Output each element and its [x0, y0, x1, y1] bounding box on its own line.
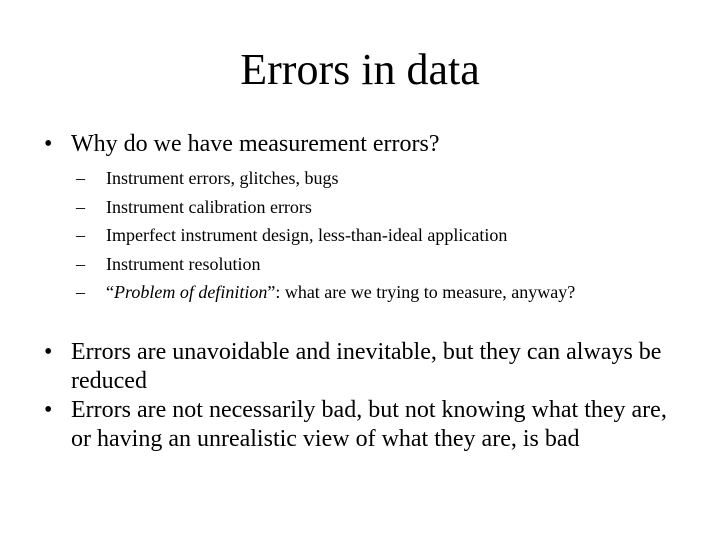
bullet-errors-unavoidable [44, 338, 684, 396]
sub-item-text: ”: what are we trying to measure, anyway? [267, 282, 576, 302]
sub-item-text: Imperfect instrument design, less-than-ideal application [106, 225, 508, 245]
sub-item-problem-of-definition [76, 278, 696, 307]
slide-title: Errors in data [240, 45, 480, 94]
bullet-text: Errors are not necessarily bad, but not knowing what they are, or having an unrealistic view of what they are, is bad [71, 397, 667, 452]
sub-marker: – [76, 225, 85, 245]
sub-item-calibration-errors [76, 193, 696, 222]
sub-item-resolution [76, 250, 696, 279]
bullet-text: Errors are unavoidable and inevitable, but they can always be reduced [71, 339, 662, 394]
sub-item-text: Instrument resolution [106, 253, 261, 274]
sub-marker: – [76, 282, 85, 302]
sub-item-text: Instrument calibration errors [106, 196, 312, 217]
sub-marker: – [76, 196, 85, 217]
bullet-item [44, 338, 684, 396]
sub-item-imperfect-design [76, 221, 696, 250]
emphasized-phrase: Problem of definition [114, 282, 268, 302]
bullet-marker: • [44, 131, 53, 157]
open-quote: “ [106, 282, 114, 302]
bullet-marker: • [44, 397, 53, 423]
sub-marker: – [76, 168, 85, 188]
bullet-item [44, 396, 684, 454]
sub-item-instrument-errors [76, 164, 696, 193]
bullet-item [44, 130, 684, 159]
sub-item-text: Instrument errors, glitches, bugs [106, 168, 339, 188]
sub-list-error-causes [76, 164, 696, 307]
bullet-errors-not-bad [44, 396, 684, 454]
bullet-marker: • [44, 339, 53, 365]
bullet-why-errors [44, 130, 684, 159]
sub-marker: – [76, 253, 85, 274]
bullet-text: Why do we have measurement errors? [71, 131, 440, 157]
